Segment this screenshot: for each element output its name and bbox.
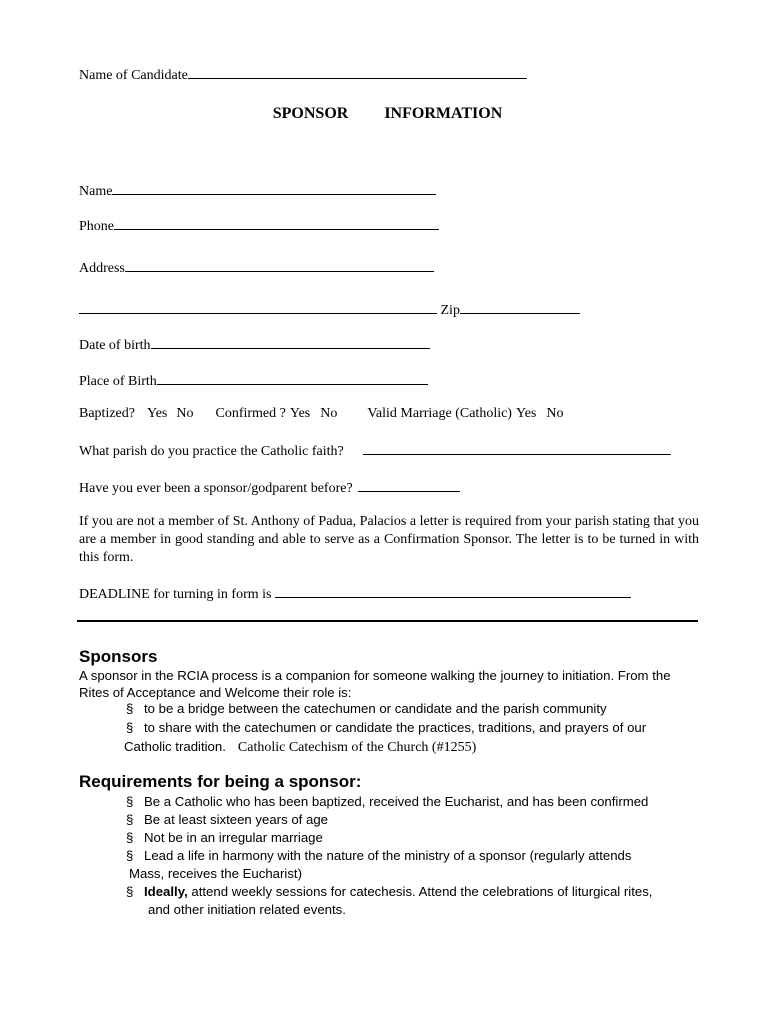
name-label: Name [79,184,113,199]
role-text: to share with the catechumen or candidate the practices, traditions, and prayers of our [144,720,647,735]
address-zip-row [79,301,580,319]
zip-field[interactable] [460,301,580,314]
deadline-field[interactable] [275,585,631,598]
role-item [126,719,646,736]
pob-field[interactable] [157,372,428,385]
marriage-no-option[interactable]: No [546,406,564,421]
requirement-text: Be a Catholic who has been baptized, received the Eucharist, and has been confirmed [144,794,649,809]
pob-row [79,372,428,390]
requirement-item [126,793,652,811]
requirement-item [126,829,652,847]
section-bullet-icon: § [126,848,134,863]
address-field[interactable] [125,259,434,272]
deadline-label: DEADLINE for turning in form is [79,587,272,602]
status-row [79,406,563,422]
confirmed-label: Confirmed ? [215,406,286,421]
candidate-name-row [79,66,527,84]
requirement-item [126,811,652,829]
requirement-text: attend weekly sessions for catechesis. Attend the celebrations of liturgical rites, [187,884,653,899]
requirement-emphasis: Ideally, [144,884,188,899]
page-title: SPONSOR INFORMATION [272,105,503,122]
sponsor-before-row [79,479,460,497]
parish-question: What parish do you practice the Catholic faith? [79,444,344,459]
dob-label: Date of birth [79,338,151,353]
section-bullet-icon: § [126,720,134,735]
confirmed-no-option[interactable]: No [320,406,338,421]
requirement-item [126,883,652,901]
parish-field[interactable] [363,442,671,455]
role-continuation: Catholic tradition. [124,739,226,754]
section-bullet-icon: § [126,794,134,809]
sponsor-before-question: Have you ever been a sponsor/godparent before? [79,481,353,496]
requirement-text: Lead a life in harmony with the nature of the ministry of a sponsor (regularly attends [144,848,632,863]
address-row [79,259,434,277]
section-divider [77,620,698,622]
requirement-continuation: and other initiation related events. [148,902,346,917]
phone-label: Phone [79,219,114,234]
requirement-continuation: Mass, receives the Eucharist) [129,866,302,881]
requirement-text: Be at least sixteen years of age [144,812,329,827]
name-row [79,182,436,200]
section-bullet-icon: § [126,701,134,716]
sponsor-before-field[interactable] [358,479,460,492]
requirements-list [126,793,652,919]
candidate-name-label: Name of Candidate [79,68,188,83]
baptized-yes-option[interactable]: Yes [146,406,168,421]
parish-row [79,442,671,460]
name-field[interactable] [112,182,436,195]
letter-note: If you are not a member of St. Anthony of Padua, Palacios a letter is required from your parish stating that you are a member in good standing and able to serve as a Confirmation Sponsor. The letter is to be turned in with this form. [79,514,699,565]
sponsors-intro: A sponsor in the RCIA process is a companion for someone walking the journey to initiation. From the Rites of Acceptance and Welcome their role is: [79,668,671,700]
marriage-label: Valid Marriage (Catholic) [367,406,512,421]
requirement-item [126,847,652,865]
zip-label: Zip [440,303,460,318]
section-bullet-icon: § [126,830,134,845]
section-bullet-icon: § [126,884,134,899]
deadline-row [79,585,631,603]
baptized-no-option[interactable]: No [176,406,194,421]
role-text: to be a bridge between the catechumen or candidate and the parish community [144,701,607,716]
marriage-yes-option[interactable]: Yes [515,406,537,421]
phone-field[interactable] [114,217,439,230]
section-bullet-icon: § [126,812,134,827]
candidate-name-field[interactable] [188,66,527,79]
address-line2-field[interactable] [79,301,437,314]
role-item [126,700,607,717]
requirements-heading: Requirements for being a sponsor: [79,772,362,791]
address-label: Address [79,261,125,276]
baptized-label: Baptized? [79,406,135,421]
dob-field[interactable] [151,336,430,349]
pob-label: Place of Birth [79,374,157,389]
sponsors-heading: Sponsors [79,647,158,666]
phone-row [79,217,439,235]
requirement-text: Not be in an irregular marriage [144,830,323,845]
role-continuation-row [124,738,476,756]
confirmed-yes-option[interactable]: Yes [289,406,311,421]
catechism-citation: Catholic Catechism of the Church (#1255) [237,740,477,755]
dob-row [79,336,430,354]
